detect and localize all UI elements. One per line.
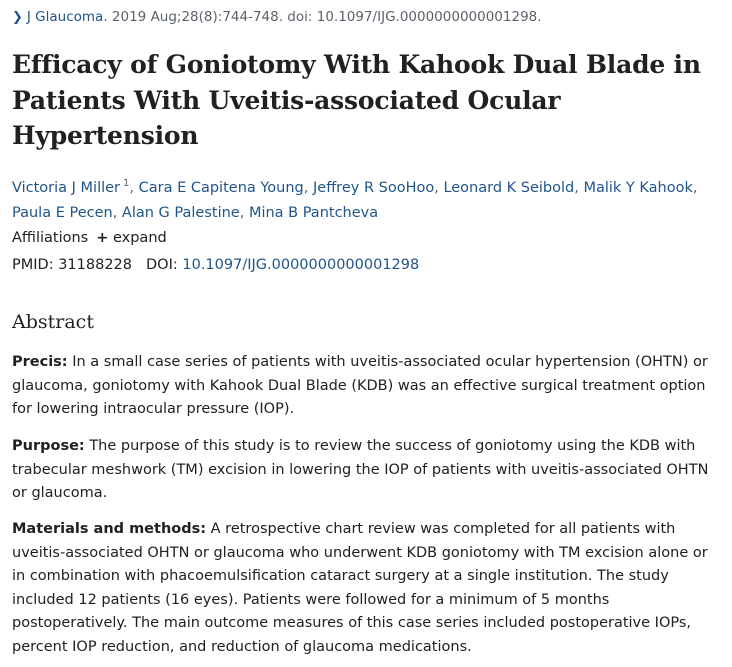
author-list: Victoria J Miller $^1$, Cara E Capitena Young, Jeffrey R SooHoo, Leonard K Seibold, Malik Y Kahook, Paula E Pecen, Alan G Palestine, Mina B Pantcheva bbox=[12, 178, 698, 221]
precis-label: Precis: bbox=[12, 354, 68, 370]
purpose-label: Purpose: bbox=[12, 438, 85, 454]
purpose-text: The purpose of this study is to review the success of goniotomy using the KDB with trabecular meshwork (TM) excision in lowering the IOP of patients with uveitis-associated OHTN or glaucoma. bbox=[12, 438, 709, 502]
citation-details: 2019 Aug;28(8):744-748. doi: 10.1097/IJG.0000000000001298. bbox=[107, 9, 542, 25]
methods-label: Materials and methods: bbox=[12, 521, 207, 537]
plus-icon[interactable]: + bbox=[96, 230, 109, 246]
doi-label: DOI: bbox=[146, 257, 178, 273]
pmid-label: PMID: bbox=[12, 257, 54, 273]
abstract-heading: Abstract bbox=[12, 311, 94, 333]
abstract-precis bbox=[12, 351, 724, 422]
chevron-right-icon[interactable]: ❯ bbox=[12, 10, 23, 25]
author-link[interactable]: Jeffrey R SooHoo bbox=[313, 180, 435, 196]
author-link[interactable]: Cara E Capitena Young bbox=[138, 180, 304, 196]
identifiers bbox=[12, 257, 419, 273]
abstract-purpose bbox=[12, 435, 724, 506]
author-link[interactable]: Malik Y Kahook bbox=[583, 180, 693, 196]
abstract-methods bbox=[12, 518, 724, 660]
author-link[interactable]: Mina B Pantcheva bbox=[248, 205, 379, 221]
methods-text: A retrospective chart review was completed for all patients with uveitis-associated OHTN or glaucoma who underwent KDB goniotomy with TM excision alone or in combination with phacoemulsification cataract surgery at a single institution. The study included 12 patients (16 eyes). Patients were followed for a minimum of 5 months postoperatively. The main outcome measures of this case series included postoperative IOPs, percent IOP reduction, and reduction of glaucoma medications. bbox=[12, 521, 708, 655]
affiliations-toggle[interactable] bbox=[12, 230, 167, 246]
pmid-value: 31188228 bbox=[58, 257, 133, 273]
expand-label[interactable]: expand bbox=[112, 230, 167, 246]
doi-link[interactable]: 10.1097/IJG.0000000000001298 bbox=[182, 257, 420, 273]
affiliations-label: Affiliations bbox=[12, 230, 89, 246]
author-link[interactable]: Victoria J Miller bbox=[12, 180, 121, 196]
precis-text: In a small case series of patients with uveitis-associated ocular hypertension (OHTN) or glaucoma, goniotomy with Kahook Dual Blade (KDB) was an effective surgical treatment option for lowering intraocular pressure (IOP). bbox=[12, 354, 708, 418]
author-link[interactable]: Paula E Pecen bbox=[12, 205, 113, 221]
author-link[interactable]: Leonard K Seibold bbox=[443, 180, 575, 196]
author-link[interactable]: Alan G Palestine bbox=[121, 205, 240, 221]
article-title: Efficacy of Goniotomy With Kahook Dual Blade in Patients With Uveitis-associated Ocular Hypertension bbox=[12, 50, 701, 150]
affiliation-ref[interactable]: 1 bbox=[123, 178, 130, 190]
citation-line bbox=[12, 9, 542, 25]
journal-link[interactable]: J Glaucoma. bbox=[26, 9, 108, 25]
